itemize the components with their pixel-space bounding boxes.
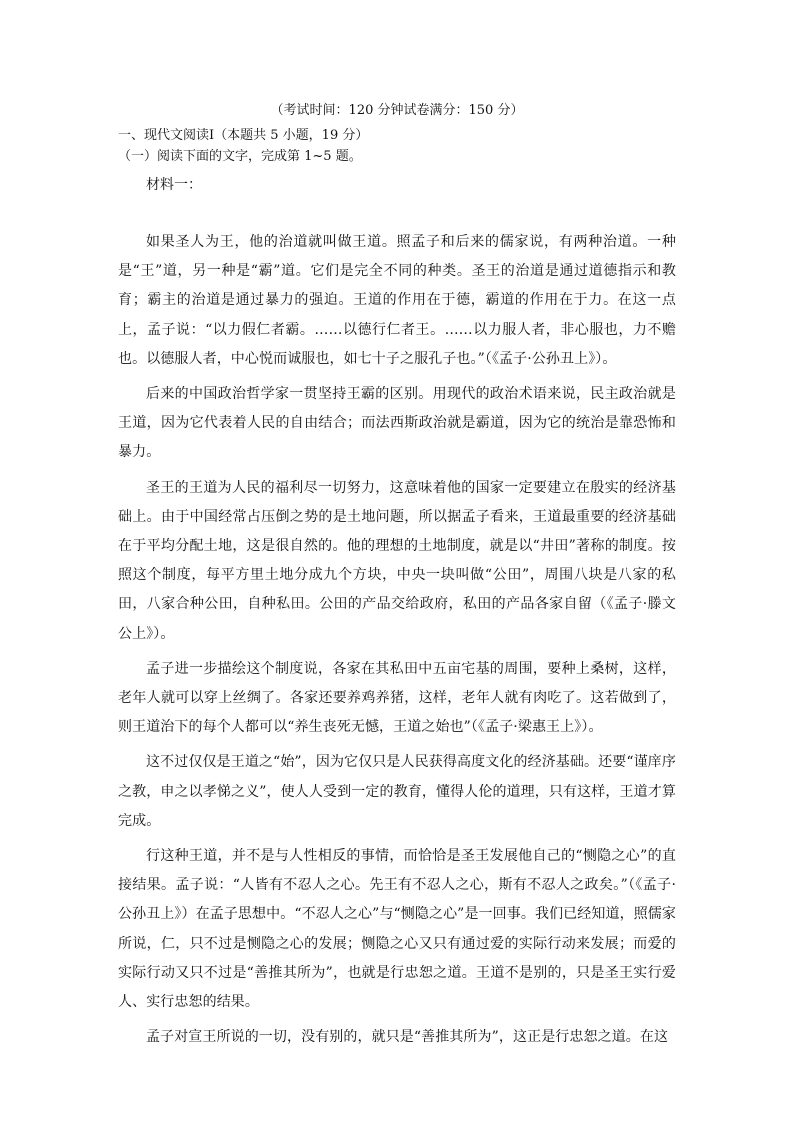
paragraph: 这不过仅仅是王道之“始”，因为它仅只是人民获得高度文化的经济基础。还要“谨庠序之教，申之以孝悌之义”，使人人受到一定的教育，懂得人伦的道理，只有这样，王道才算完成。 [118,754,676,829]
paragraph: 如果圣人为王，他的治道就叫做王道。照孟子和后来的儒家说，有两种治道。一种是“王”道，另一种是“霸”道。它们是完全不同的种类。圣王的治道是通过道德指示和教育；霸主的治道是通过暴力的强迫。王道的作用在于德，霸道的作用在于力。在这一点上，孟子说：“以力假仁者霸。……以德行仁者王。……以力服人者，非心服也，力不赡也。以德服人者，中心悦而诚服也，如七十子之服孔子也。”（《孟子·公孙丑上》）。 [118,234,676,367]
paragraph: 后来的中国政治哲学家一贯坚持王霸的区别。用现代的政治术语来说，民主政治就是王道，因为它代表着人民的自由结合；而法西斯政治就是霸道，因为它的统治是靠恐怖和暴力。 [118,386,676,461]
paragraph: 行这种王道，并不是与人性相反的事情，而恰恰是圣王发展他自己的“恻隐之心”的直接结果。孟子说：“人皆有不忍人之心。先王有不忍人之心，斯有不忍人之政矣。”（《孟子·公孙丑上》）在孟子思想中。“不忍人之心”与“恻隐之心”是一回事。我们已经知道，照儒家所说，仁，只不过是恻隐之心的发展；恻隐之心又只有通过爱的实际行动来发展；而爱的实际行动又只不过是“善推其所为”，也就是行忠恕之道。王道不是别的，只是圣王实行爱人、实行忠恕的结果。 [118,848,676,1011]
paragraph: 孟子对宣王所说的一切，没有别的，就只是“善推其所为”，这正是行忠恕之道。在这 [146,1029,669,1046]
article-body [118,228,676,1058]
paragraph: 圣王的王道为人民的福利尽一切努力，这意味着他的国家一定要建立在殷实的经济基础上。由于中国经常占压倒之势的是土地问题，所以据孟子看来，王道最重要的经济基础在于平均分配土地，这是很自然的。他的理想的土地制度，就是以“井田”著称的制度。按照这个制度，每平方里土地分成九个方块，中央一块叫做“公田”，周围八块是八家的私田，八家合种公田，自种私田。公田的产品交给政府，私田的产品各家自留（《孟子·滕文公上》）。 [118,479,676,642]
material-label: 材料一： [146,177,202,193]
sub-heading: （一）阅读下面的文字，完成第 1~5 题。 [118,149,362,164]
paragraph: 孟子进一步描绘这个制度说，各家在其私田中五亩宅基的周围，要种上桑树，这样，老年人就可以穿上丝绸了。各家还要养鸡养猪，这样，老年人就有肉吃了。这若做到了，则王道治下的每个人都可以“养生丧死无憾，王道之始也”（《孟子·梁惠王上》）。 [118,660,676,736]
exam-info: （考试时间：120 分钟试卷满分：150 分） [270,103,524,118]
section-heading: 一、现代文阅读Ⅰ（本题共 5 小题，19 分） [118,128,369,143]
